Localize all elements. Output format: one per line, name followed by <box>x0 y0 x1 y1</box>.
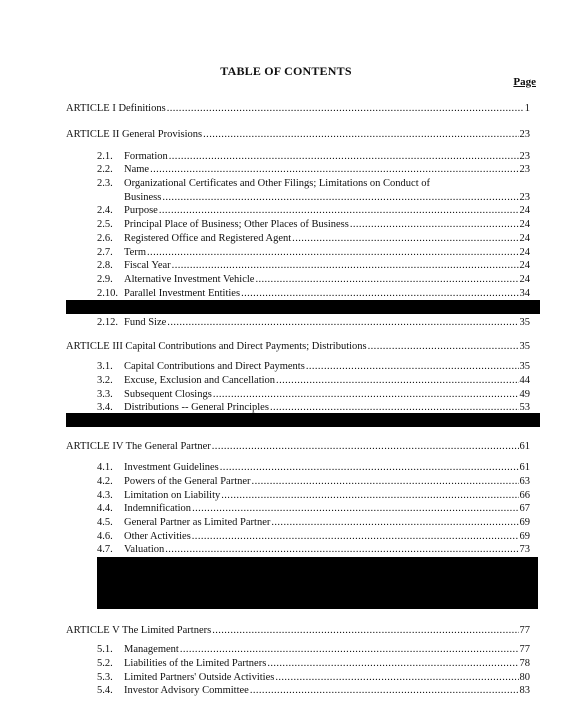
redaction-bar <box>66 413 540 427</box>
dot-leader <box>180 643 519 656</box>
toc-section <box>97 643 530 656</box>
toc-section <box>97 461 530 474</box>
toc-section-continuation <box>124 191 530 204</box>
section-label: Liabilities of the Limited Partners <box>124 658 267 669</box>
toc-entry-article-5 <box>66 624 530 637</box>
section-label: Distributions -- General Principles <box>124 402 269 413</box>
section-label: Organizational Certificates and Other Filings; Limitations on Conduct of <box>124 178 430 189</box>
section-number: 2.8. <box>97 260 113 271</box>
section-label: Other Activities <box>124 531 191 542</box>
section-number: 2.6. <box>97 233 113 244</box>
section-label: General Partner as Limited Partner <box>124 517 271 528</box>
section-number: 5.2. <box>97 658 113 669</box>
section-number: 5.4. <box>97 685 113 696</box>
section-label: Limited Partners' Outside Activities <box>124 672 275 683</box>
section-page: 73 <box>519 544 530 555</box>
section-label: Alternative Investment Vehicle <box>124 274 255 285</box>
toc-entry-page: 1 <box>524 103 530 114</box>
toc-section <box>97 671 530 684</box>
toc-section <box>97 150 530 163</box>
section-page: 24 <box>519 205 530 216</box>
section-page: 61 <box>519 462 530 473</box>
dot-leader <box>172 259 519 272</box>
section-page: 34 <box>519 288 530 299</box>
section-label: Capital Contributions and Direct Payments <box>124 361 305 372</box>
section-label: Formation <box>124 151 168 162</box>
toc-entry-article-3 <box>66 340 530 353</box>
dot-leader <box>212 624 518 637</box>
toc-entry-page: 35 <box>519 341 530 352</box>
dot-leader <box>275 671 518 684</box>
dot-leader <box>255 273 518 286</box>
section-page: 35 <box>519 361 530 372</box>
toc-entry-label: ARTICLE I Definitions <box>66 103 166 114</box>
toc-section <box>97 374 530 387</box>
toc-section <box>97 684 530 697</box>
dot-leader <box>267 657 518 670</box>
toc-entry-page: 61 <box>519 441 530 452</box>
dot-leader <box>252 475 519 488</box>
section-label-continued: Business <box>124 192 162 203</box>
dot-leader <box>241 287 518 300</box>
toc-section <box>97 287 530 300</box>
section-page: 24 <box>519 233 530 244</box>
toc-section <box>97 246 530 259</box>
toc-entry-label: ARTICLE IV The General Partner <box>66 441 211 452</box>
section-label: Limitation on Liability <box>124 490 221 501</box>
section-page: 44 <box>519 375 530 386</box>
toc-section <box>97 388 530 401</box>
toc-section <box>97 360 530 373</box>
toc-section <box>97 273 530 286</box>
section-page: 69 <box>519 531 530 542</box>
section-number: 3.3. <box>97 389 113 400</box>
section-number: 5.3. <box>97 672 113 683</box>
section-page: 53 <box>519 402 530 413</box>
toc-entry-page: 23 <box>519 129 530 140</box>
dot-leader <box>271 516 518 529</box>
toc-section <box>97 218 530 231</box>
section-number: 3.2. <box>97 375 113 386</box>
dot-leader <box>169 150 519 163</box>
toc-entry-article-2 <box>66 128 530 141</box>
redaction-block <box>97 557 538 609</box>
dot-leader <box>192 502 518 515</box>
dot-leader <box>292 232 518 245</box>
section-label: Management <box>124 644 179 655</box>
section-page: 24 <box>519 260 530 271</box>
section-label: Purpose <box>124 205 158 216</box>
toc-section <box>97 259 530 272</box>
dot-leader <box>250 684 519 697</box>
section-page: 78 <box>519 658 530 669</box>
section-number: 4.6. <box>97 531 113 542</box>
toc-entry-article-4 <box>66 440 530 453</box>
dot-leader <box>167 102 524 115</box>
section-label: Excuse, Exclusion and Cancellation <box>124 375 276 386</box>
toc-section <box>97 543 530 556</box>
section-page: 77 <box>519 644 530 655</box>
section-label: Powers of the General Partner <box>124 476 251 487</box>
section-number: 4.5. <box>97 517 113 528</box>
section-page: 24 <box>519 274 530 285</box>
section-page: 66 <box>519 490 530 501</box>
dot-leader <box>192 530 519 543</box>
section-label: Name <box>124 164 150 175</box>
toc-entry-label: ARTICLE II General Provisions <box>66 129 203 140</box>
section-page: 63 <box>519 476 530 487</box>
dot-leader <box>162 191 518 204</box>
redaction-bar <box>66 300 540 314</box>
section-number: 4.2. <box>97 476 113 487</box>
section-label: Fund Size <box>124 317 167 328</box>
toc-section <box>97 316 530 329</box>
section-label: Term <box>124 247 147 258</box>
section-page: 83 <box>519 685 530 696</box>
section-number: 2.10. <box>97 288 118 299</box>
section-label: Fiscal Year <box>124 260 171 271</box>
section-label: Investor Advisory Committee <box>124 685 249 696</box>
dot-leader <box>147 246 518 259</box>
document-title: TABLE OF CONTENTS <box>220 64 352 78</box>
toc-section <box>97 489 530 502</box>
section-label: Principal Place of Business; Other Places of Business <box>124 219 349 230</box>
toc-section <box>97 530 530 543</box>
section-label: Registered Office and Registered Agent <box>124 233 292 244</box>
dot-leader <box>165 543 518 556</box>
section-page: 49 <box>519 389 530 400</box>
toc-section <box>97 232 530 245</box>
section-page: 23 <box>519 151 530 162</box>
section-page: 35 <box>519 317 530 328</box>
section-number: 2.5. <box>97 219 113 230</box>
dot-leader <box>159 204 519 217</box>
section-page: 69 <box>519 517 530 528</box>
dot-leader <box>276 374 518 387</box>
section-page: 80 <box>519 672 530 683</box>
dot-leader <box>212 440 519 453</box>
toc-section <box>97 177 530 190</box>
section-page: 23 <box>519 164 530 175</box>
toc-section <box>97 502 530 515</box>
toc-entry-label: ARTICLE III Capital Contributions and Direct Payments; Distributions <box>66 341 367 352</box>
section-number: 2.3. <box>97 178 113 189</box>
dot-leader <box>368 340 519 353</box>
section-page: 23 <box>519 192 530 203</box>
section-label: Investment Guidelines <box>124 462 219 473</box>
section-label: Subsequent Closings <box>124 389 212 400</box>
section-label: Parallel Investment Entities <box>124 288 241 299</box>
section-page: 24 <box>519 219 530 230</box>
toc-entry-article-1 <box>66 102 530 115</box>
section-number: 2.9. <box>97 274 113 285</box>
section-number: 4.1. <box>97 462 113 473</box>
section-page: 67 <box>519 503 530 514</box>
section-label: Valuation <box>124 544 165 555</box>
toc-section <box>97 204 530 217</box>
dot-leader <box>221 489 518 502</box>
section-page: 24 <box>519 247 530 258</box>
toc-section <box>97 475 530 488</box>
dot-leader <box>203 128 518 141</box>
dot-leader <box>167 316 518 329</box>
section-number: 4.4. <box>97 503 113 514</box>
section-number: 2.2. <box>97 164 113 175</box>
dot-leader <box>150 163 518 176</box>
section-number: 2.7. <box>97 247 113 258</box>
toc-entry-label: ARTICLE V The Limited Partners <box>66 625 212 636</box>
section-number: 4.7. <box>97 544 113 555</box>
section-number: 3.1. <box>97 361 113 372</box>
toc-section <box>97 516 530 529</box>
section-number: 3.4. <box>97 402 113 413</box>
toc-section <box>97 163 530 176</box>
dot-leader <box>220 461 519 474</box>
toc-section <box>97 657 530 670</box>
dot-leader <box>350 218 519 231</box>
section-label: Indemnification <box>124 503 192 514</box>
section-number: 5.1. <box>97 644 113 655</box>
dot-leader <box>213 388 519 401</box>
section-number: 2.4. <box>97 205 113 216</box>
section-number: 2.1. <box>97 151 113 162</box>
toc-entry-page: 77 <box>519 625 530 636</box>
section-number: 4.3. <box>97 490 113 501</box>
section-number: 2.12. <box>97 317 118 328</box>
page-column-header: Page <box>513 76 536 88</box>
dot-leader <box>306 360 519 373</box>
